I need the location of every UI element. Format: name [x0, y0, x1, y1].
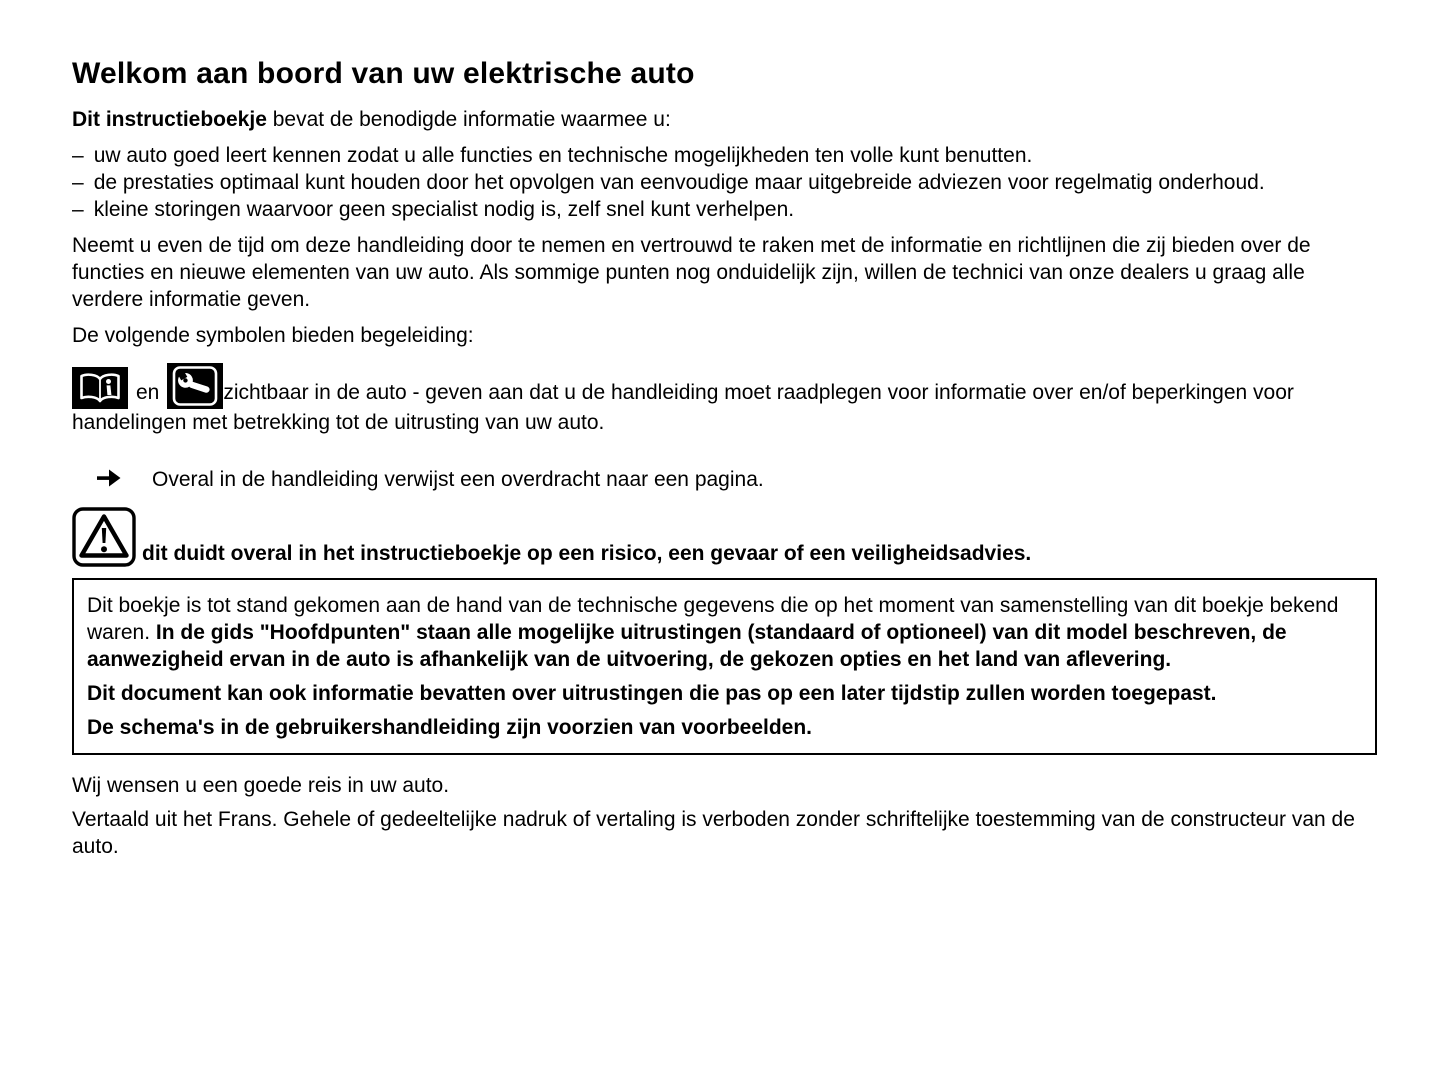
page-title: Welkom aan boord van uw elektrische auto: [72, 57, 695, 90]
bullet-text: kleine storingen waarvoor geen specialist nodig is, zelf snel kunt verhelpen.: [93, 198, 795, 221]
list-item: [72, 142, 1379, 169]
intro-lead-rest: bevat de benodigde informatie waarmee u:: [266, 108, 671, 131]
bullet-text: de prestaties optimaal kunt houden door het opvolgen van eenvoudige maar uitgebreide adviezen voor regelmatig onderhoud.: [93, 171, 1265, 194]
intro-paragraph: [72, 106, 1379, 133]
notice-text-bold: Dit document kan ook informatie bevatten over uitrustingen die pas op een later tijdstip zullen worden toegepast.: [87, 682, 1217, 705]
notice-text-regular: Dit boekje is tot stand gekomen aan de hand van de technische gegevens die op het moment van samenstelling van dit boekje bekend waren.: [87, 594, 1339, 644]
list-item: [72, 169, 1379, 196]
symbols-legend-text: zichtbaar in de auto - geven aan dat u de handleiding moet raadplegen voor informatie over en/of beperkingen voor handelingen met betrekking tot de uitrusting van uw auto.: [72, 381, 1294, 434]
notice-paragraph: [87, 680, 1362, 707]
page-reference-note: [72, 466, 1379, 493]
intro-lead-bold: Dit instructieboekje: [72, 108, 267, 131]
safety-advice-note: [72, 507, 1379, 568]
bullet-dash: –: [72, 144, 84, 167]
right-arrow-icon: [95, 467, 122, 489]
warning-triangle-icon: [72, 507, 137, 568]
body-paragraph: Neemt u even de tijd om deze handleiding door te nemen en vertrouwd te raken met de informatie en richtlijnen die zij bieden over de functies en nieuwe elementen van uw auto. Als sommige punten nog onduidelijk zijn, willen de technici van onze dealers u graag alle verdere informatie geven.: [72, 234, 1311, 311]
page-reference-text: Overal in de handleiding verwijst een overdracht naar een pagina.: [152, 468, 764, 491]
wrench-icon: [167, 363, 223, 409]
bullet-text: uw auto goed leert kennen zodat u alle functies en technische mogelijkheden ten volle kunt benutten.: [93, 144, 1033, 167]
copyright-translation-text: Vertaald uit het Frans. Gehele of gedeeltelijke nadruk of vertaling is verboden zonder schriftelijke toestemming van de constructeur van de auto.: [72, 808, 1355, 858]
bullet-dash: –: [72, 171, 84, 194]
closing-wish-text: Wij wensen u een goede reis in uw auto.: [72, 774, 450, 797]
bullet-dash: –: [72, 198, 84, 221]
symbols-intro-paragraph: De volgende symbolen bieden begeleiding:: [72, 324, 474, 347]
notice-paragraph: [87, 714, 1362, 741]
symbols-legend-paragraph: [72, 363, 1379, 436]
list-item: [72, 196, 1379, 223]
safety-advice-text: dit duidt overal in het instructieboekje op een risico, een gevaar of een veiligheidsadvies.: [142, 542, 1032, 565]
open-book-info-icon: [72, 367, 128, 409]
conjunction-text: en: [136, 381, 160, 404]
notice-text-bold: In de gids "Hoofdpunten" staan alle mogelijke uitrustingen (standaard of optioneel) van dit model beschreven, de aanwezigheid ervan in de auto is afhankelijk van de uitvoering, de gekozen opties en het land van aflevering.: [87, 621, 1287, 671]
notice-box: [72, 578, 1377, 755]
notice-paragraph: [87, 592, 1362, 673]
notice-text-bold: De schema's in de gebruikershandleiding zijn voorzien van voorbeelden.: [87, 716, 813, 739]
